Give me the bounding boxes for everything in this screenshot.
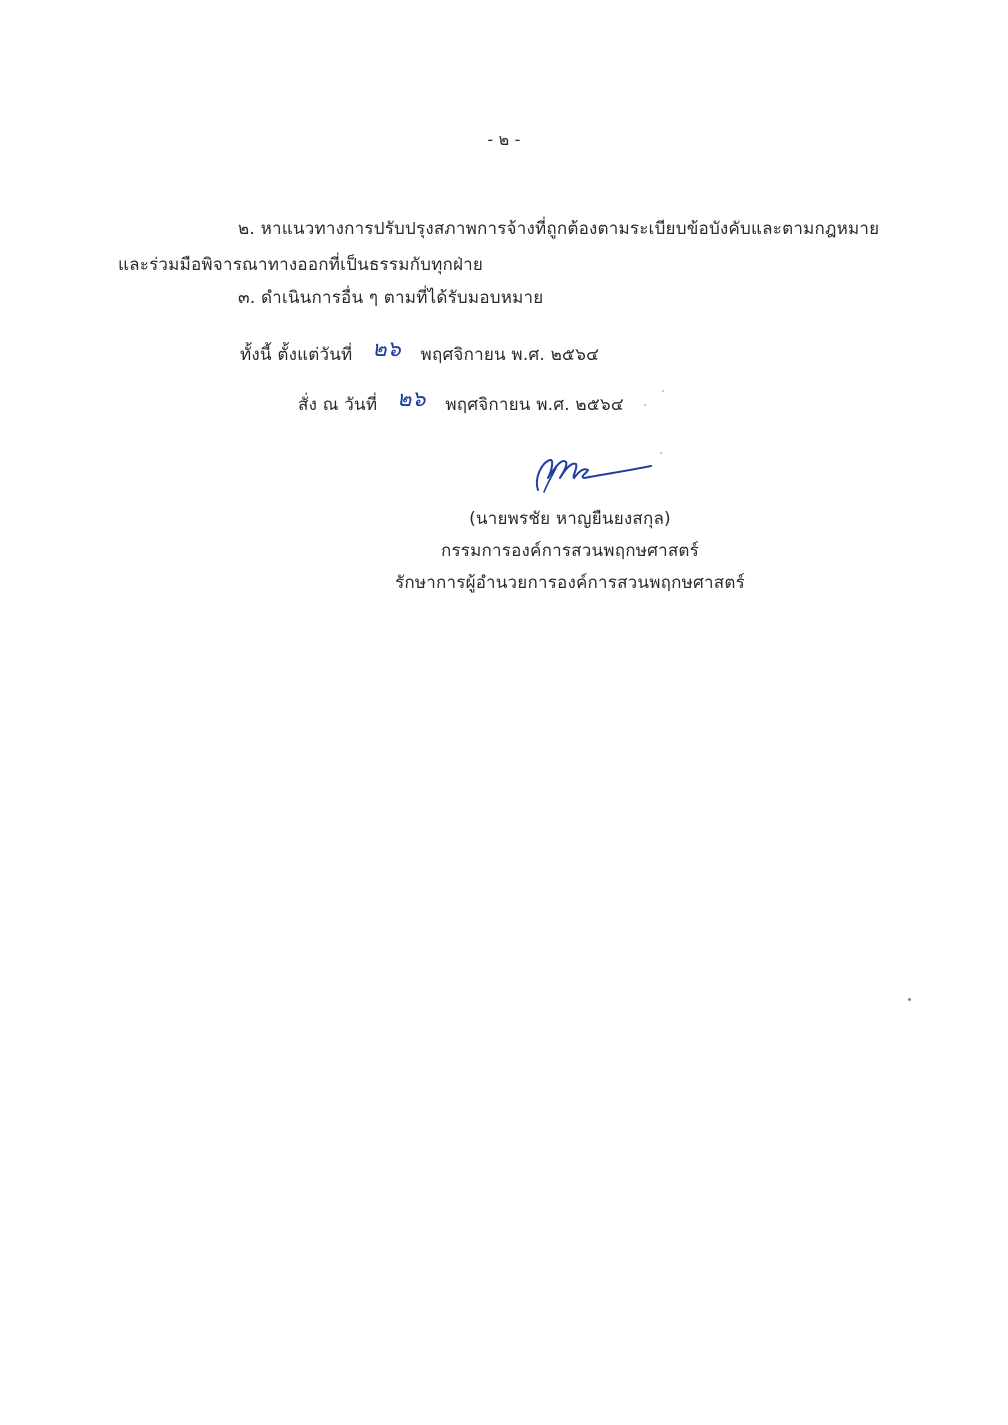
effective-date-line [240, 337, 600, 367]
scan-speck [660, 452, 662, 454]
signatory-position-1: กรรมการองค์การสวนพฤกษศาสตร์ [440, 541, 699, 561]
effective-date-suffix: พฤศจิกายน พ.ศ. ๒๕๖๔ [420, 345, 600, 365]
order-date-suffix: พฤศจิกายน พ.ศ. ๒๕๖๔ [445, 395, 624, 415]
scan-speck [662, 390, 664, 392]
scan-speck [644, 404, 646, 406]
order-date-prefix: สั่ง ณ วันที่ [298, 395, 378, 415]
scan-speck [908, 998, 911, 1001]
order-date-day-handwritten: ๒๖ [396, 387, 426, 412]
page-number: - ๒ - [487, 130, 521, 149]
item-2-line-2: และร่วมมือพิจารณาทางออกที่เป็นธรรมกับทุกฝ่าย [118, 255, 484, 275]
order-date-line [298, 387, 624, 417]
effective-date-day-handwritten: ๒๖ [372, 337, 401, 362]
item-3: ๓. ดำเนินการอื่น ๆ ตามที่ได้รับมอบหมาย [238, 288, 544, 308]
signature-image [526, 448, 666, 498]
signatory-name: (นายพรชัย หาญยืนยงสกุล) [469, 509, 671, 529]
item-2-line-1: ๒. หาแนวทางการปรับปรุงสภาพการจ้างที่ถูกต้องตามระเบียบข้อบังคับและตามกฎหมาย [238, 219, 880, 239]
signatory-position-2: รักษาการผู้อำนวยการองค์การสวนพฤกษศาสตร์ [395, 573, 745, 593]
effective-date-prefix: ทั้งนี้ ตั้งแต่วันที่ [240, 345, 353, 365]
